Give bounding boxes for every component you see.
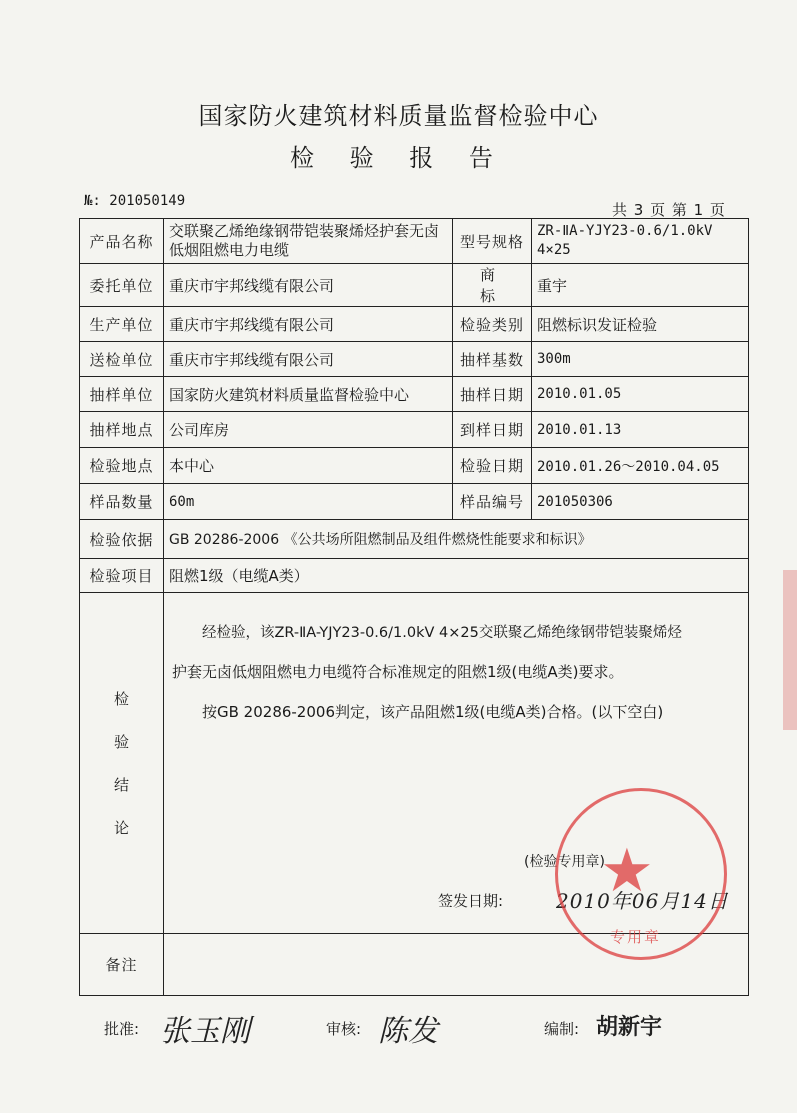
- conclusion-paragraph-1a: 经检验，该ZR-ⅡA-YJY23-0.6/1.0kV 4×25交联聚乙烯绝缘钢带铠装聚烯烃: [202, 625, 682, 641]
- table-row: [80, 448, 749, 484]
- manufacturer-value: 重庆市宇邦线缆有限公司: [164, 307, 453, 342]
- stamp-note: (检验专用章): [524, 854, 605, 870]
- sampler-label: 抽样单位: [80, 377, 164, 412]
- seal-star-icon: ★: [600, 836, 654, 906]
- conclusion-label: [80, 593, 164, 934]
- sample-date-label: 抽样日期: [453, 377, 532, 412]
- conclusion-label-char: 结: [113, 776, 129, 794]
- page-info: 共 3 页 第 1 页: [612, 201, 726, 219]
- table-row: [80, 484, 749, 520]
- sample-no-label: 样品编号: [453, 484, 532, 520]
- sign-date-value: 2010年06月14日: [556, 889, 729, 913]
- conclusion-paragraph-1b: 护套无卤低烟阻燃电力电缆符合标准规定的阻燃1级(电缆A类)要求。: [172, 663, 624, 681]
- table-row: [80, 377, 749, 412]
- table-row: [80, 520, 749, 559]
- test-type-value: 阻燃标识发证检验: [532, 307, 749, 342]
- test-date-value: 2010.01.26～2010.04.05: [532, 448, 749, 484]
- submitter-value: 重庆市宇邦线缆有限公司: [164, 342, 453, 377]
- table-row: [80, 307, 749, 342]
- basis-label: 检验依据: [80, 520, 164, 559]
- conclusion-label-char: 检: [113, 690, 129, 708]
- approver-label: 批准:: [104, 1020, 140, 1038]
- sample-place-value: 公司库房: [164, 412, 453, 448]
- editor-signature: 胡新宇: [596, 1014, 663, 1040]
- brand-label: 商 标: [453, 264, 532, 307]
- sample-base-value: 300m: [532, 342, 749, 377]
- remarks-label: 备注: [80, 934, 164, 996]
- model-label: 型号规格: [453, 219, 532, 264]
- reviewer-signature: 陈发: [378, 1014, 438, 1049]
- product-name-label: 产品名称: [80, 219, 164, 264]
- sample-no-value: 201050306: [532, 484, 749, 520]
- brand-value: 重宇: [532, 264, 749, 307]
- approver-signature: 张玉刚: [160, 1014, 250, 1049]
- sample-place-label: 抽样地点: [80, 412, 164, 448]
- quantity-value: 60m: [164, 484, 453, 520]
- items-label: 检验项目: [80, 559, 164, 593]
- sign-date-label: 签发日期:: [438, 892, 504, 910]
- conclusion-label-char: 论: [113, 819, 129, 837]
- submitter-label: 送检单位: [80, 342, 164, 377]
- model-value: ZR-ⅡA-YJY23-0.6/1.0kV 4×25: [532, 219, 749, 264]
- conclusion-label-char: 验: [113, 733, 129, 751]
- table-row: [80, 219, 749, 264]
- institution-title: 国家防火建筑材料质量监督检验中心: [198, 102, 599, 130]
- document-title: 检 验 报 告: [290, 144, 507, 172]
- test-type-label: 检验类别: [453, 307, 532, 342]
- edge-stamp-mark: [783, 570, 797, 730]
- items-value: 阻燃1级（电缆A类）: [164, 559, 749, 593]
- reviewer-label: 审核:: [326, 1020, 362, 1038]
- report-number: №: 201050149: [84, 193, 186, 209]
- arrival-date-value: 2010.01.13: [532, 412, 749, 448]
- table-row: [80, 264, 749, 307]
- editor-label: 编制:: [544, 1020, 580, 1038]
- arrival-date-label: 到样日期: [453, 412, 532, 448]
- table-row: [80, 559, 749, 593]
- test-place-value: 本中心: [164, 448, 453, 484]
- table-row: [80, 412, 749, 448]
- client-value: 重庆市宇邦线缆有限公司: [164, 264, 453, 307]
- sampler-value: 国家防火建筑材料质量监督检验中心: [164, 377, 453, 412]
- test-date-label: 检验日期: [453, 448, 532, 484]
- client-label: 委托单位: [80, 264, 164, 307]
- quantity-label: 样品数量: [80, 484, 164, 520]
- manufacturer-label: 生产单位: [80, 307, 164, 342]
- seal-text: 专用章: [610, 928, 662, 946]
- test-place-label: 检验地点: [80, 448, 164, 484]
- conclusion-paragraph-2: 按GB 20286-2006判定，该产品阻燃1级(电缆A类)合格。(以下空白): [202, 703, 664, 721]
- table-row: [80, 342, 749, 377]
- sample-base-label: 抽样基数: [453, 342, 532, 377]
- product-name-value: 交联聚乙烯绝缘钢带铠装聚烯烃护套无卤低烟阻燃电力电缆: [164, 219, 453, 264]
- sample-date-value: 2010.01.05: [532, 377, 749, 412]
- basis-value: GB 20286-2006 《公共场所阻燃制品及组件燃烧性能要求和标识》: [164, 520, 749, 559]
